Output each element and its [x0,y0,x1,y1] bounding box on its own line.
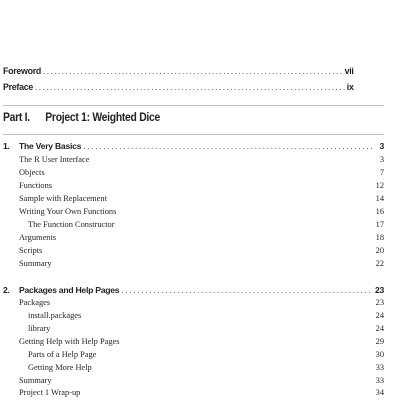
entry-page: 33 [375,376,384,385]
divider [3,134,384,135]
entry-title: Objects [19,168,45,177]
entry-page: 18 [375,233,384,242]
toc-entry[interactable] [19,233,384,246]
dot-leader [43,66,343,77]
entry-title: The R User Interface [19,155,90,164]
entry-title: library [28,324,51,333]
toc-entry-preface[interactable] [3,82,354,96]
toc-chapter[interactable] [3,141,384,154]
part-title: Project 1: Weighted Dice [45,112,160,124]
toc-subentry[interactable] [28,363,384,376]
entry-page: 3 [379,155,384,164]
entry-title: Getting More Help [28,363,92,372]
entry-page: 24 [375,324,384,333]
toc-entry[interactable] [19,181,384,194]
entry-page: 12 [375,181,384,190]
entry-page: 24 [375,311,384,320]
divider [3,105,384,106]
chapter-page: 23 [374,285,384,295]
entry-title: Summary [19,376,52,385]
toc-subentry[interactable] [28,311,384,324]
toc-entry[interactable] [19,194,384,207]
chapter-number: 2. [3,285,10,295]
part-label: Part I. [3,112,30,124]
entry-title: Foreword [3,66,42,77]
dot-leader [121,285,372,295]
entry-page: 7 [379,168,384,177]
toc-chapter[interactable] [3,285,384,298]
toc-subentry[interactable] [28,324,384,337]
entry-page: 30 [375,350,384,359]
toc-entry[interactable] [19,168,384,181]
entry-page: 34 [375,388,384,397]
entry-title: Project 1 Wrap-up [19,388,81,397]
entry-page: ix [346,82,354,93]
entry-title: Preface [3,82,33,93]
entry-title: Functions [19,181,53,190]
toc-entry[interactable] [19,207,384,220]
entry-page: 29 [375,337,384,346]
entry-title: Packages [19,298,51,307]
entry-page: 20 [375,246,384,255]
entry-title: Writing Your Own Functions [19,207,117,216]
chapter-number: 1. [3,141,10,151]
toc-subentry[interactable] [28,350,384,363]
toc-entry[interactable] [19,388,384,401]
entry-title: Arguments [19,233,57,242]
toc-subentry[interactable] [28,220,384,233]
dot-leader [83,141,372,151]
entry-page: vii [344,66,354,77]
entry-title: The Function Constructor [28,220,115,229]
chapter-title: Packages and Help Pages [19,285,120,295]
entry-page: 16 [375,207,384,216]
entry-title: Parts of a Help Page [28,350,97,359]
entry-page: 22 [375,259,384,268]
entry-title: install.packages [28,311,82,320]
toc-entry[interactable] [19,298,384,311]
toc-entry[interactable] [19,155,384,168]
toc-entry[interactable] [19,337,384,350]
dot-leader [35,82,345,93]
toc-entry[interactable] [19,246,384,259]
part-heading [3,112,160,124]
toc-entry-foreword[interactable] [3,66,354,80]
chapter-page: 3 [379,141,384,151]
entry-page: 33 [375,363,384,372]
entry-title: Scripts [19,246,43,255]
entry-title: Sample with Replacement [19,194,107,203]
entry-title: Getting Help with Help Pages [19,337,120,346]
entry-page: 14 [375,194,384,203]
chapter-title: The Very Basics [19,141,82,151]
entry-page: 23 [375,298,384,307]
entry-page: 17 [375,220,384,229]
toc-entry[interactable] [19,259,384,272]
entry-title: Summary [19,259,52,268]
